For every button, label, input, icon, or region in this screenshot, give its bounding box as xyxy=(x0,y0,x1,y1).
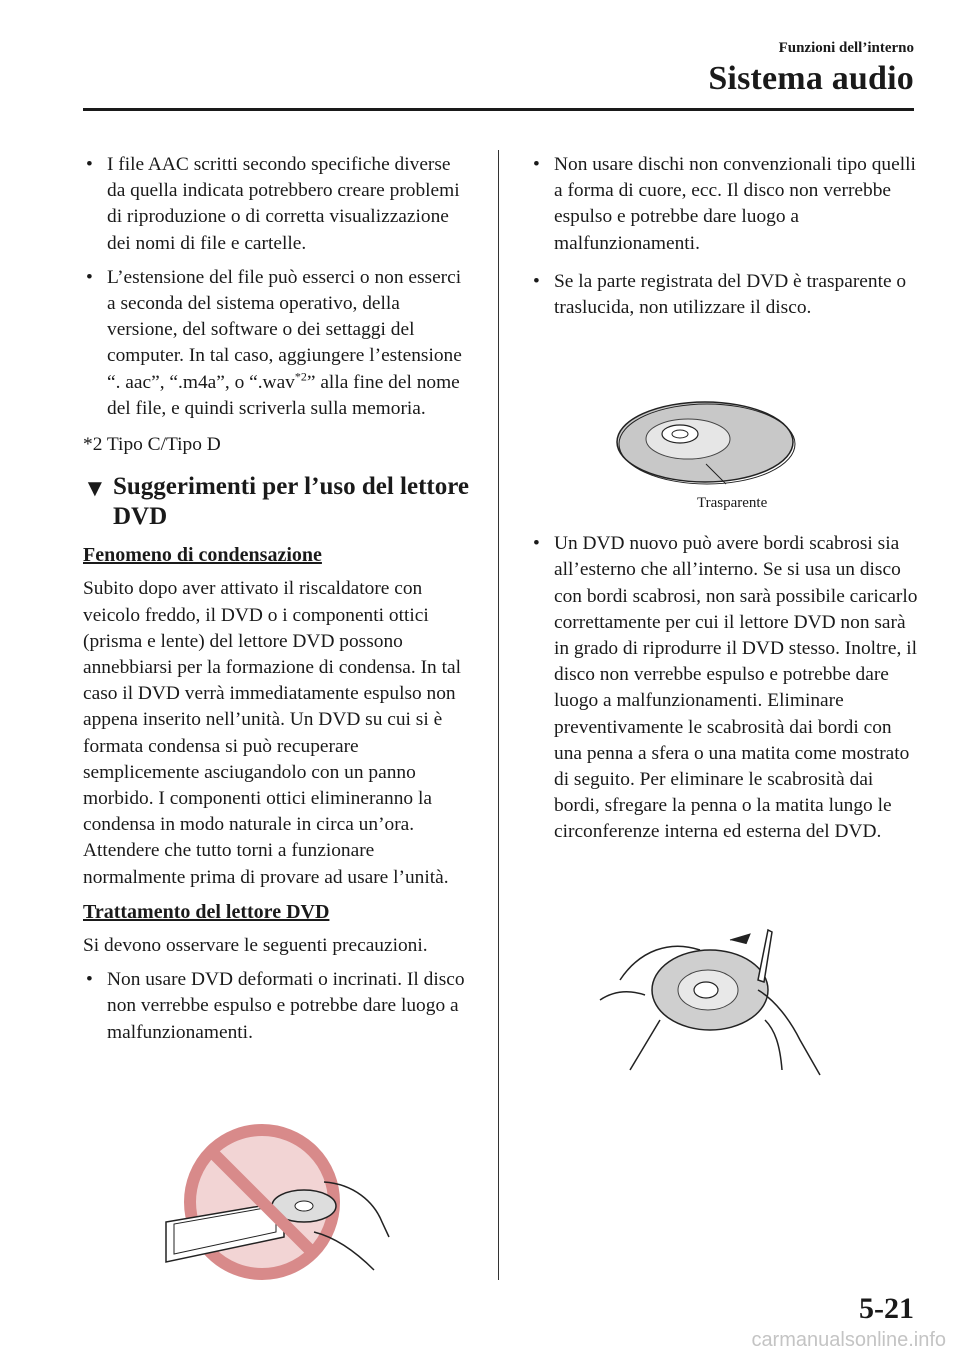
list-item xyxy=(530,531,920,845)
bullet-text-after: ” alla fine del nome del file, e quindi scriverla sulla memoria. xyxy=(107,371,460,419)
footnote: *2 Tipo C/Tipo D xyxy=(83,434,221,456)
header-rule xyxy=(83,108,914,111)
section-heading xyxy=(83,472,473,532)
header-title: Sistema audio xyxy=(708,60,914,97)
paragraph-condensation: Subito dopo aver attivato il riscaldatore con veicolo freddo, il DVD o i componenti ottici (prisma e lente) del lettore DVD possono annebbiarsi per la formazione di condensa. In tal caso il DVD verrà immediatamente espulso non appena inserito nell’unità. Un DVD su cui si è formata condensa si può recuperare semplicemente asciugandolo con un panno morbido. I componenti ottici elimineranno la condensa in modo naturale in circa un’ora. Attendere che tutto torni a funzionare normalmente prima di provare ad usare l’unità. xyxy=(83,578,461,888)
subheading-handling: Trattamento del lettore DVD xyxy=(83,900,330,923)
header-subtitle: Funzioni dell’interno xyxy=(778,40,914,56)
bullet-dot: • xyxy=(86,154,93,175)
pen-on-disc-icon xyxy=(590,920,830,1080)
bullet-dot: • xyxy=(86,266,93,288)
triangle-icon: ▼ xyxy=(83,476,107,503)
list-item xyxy=(83,967,473,1046)
section-heading-text: Suggerimenti per l’uso del lettore DVD xyxy=(113,473,469,531)
disc-label: Trasparente xyxy=(697,495,768,511)
bullet-text-before: L’estensione del file può esserci o non esserci a seconda del sistema operativo, della versione, del software o dei settaggi del computer. In tal caso, aggiungere l’estensione “. aac”, “.m4a”, o “.wav xyxy=(107,266,462,393)
bullet-dot: • xyxy=(533,154,540,175)
paragraph-precautions: Si devono osservare le seguenti precauzioni. xyxy=(83,935,428,957)
left-column xyxy=(83,152,473,1054)
bullet-text: Un DVD nuovo può avere bordi scabrosi sia all’esterno che all’interno. Se si usa un disco con bordi scabrosi, non sarà possibile caricarlo correttamente per cui il lettore DVD non sarà in grado di riprodurre il DVD stesso. Inoltre, il disco non verrebbe espulso e potrebbe dare luogo a malfunzionamenti. Eliminare preventivamente le scabrosità dai bordi con una penna a sfera o una matita come mostrato di seguito. Per eliminare le scabrosità dai bordi, sfregare la penna o la matita lungo le circonferenze interna ed esterna del DVD. xyxy=(554,533,918,843)
watermark: carmanualsonline.info xyxy=(751,1329,946,1351)
bullet-dot: • xyxy=(86,969,93,991)
bullet-dot: • xyxy=(533,270,540,292)
footnote-ref: *2 xyxy=(294,369,307,384)
prohibited-disc-icon xyxy=(154,1112,404,1282)
subheading-condensation: Fenomeno di condensazione xyxy=(83,544,322,567)
bullet-text: Non usare DVD deformati o incrinati. Il disco non verrebbe espulso e potrebbe dare luogo a malfunzionamenti. xyxy=(107,969,465,1043)
bullet-text: Se la parte registrata del DVD è trasparente o traslucida, non utilizzare il disco. xyxy=(554,270,907,319)
list-item xyxy=(530,269,920,321)
page-number: 5-21 xyxy=(859,1292,914,1325)
list-item xyxy=(83,265,473,422)
bullet-text: I file AAC scritti secondo specifiche diverse da quella indicata potrebbero creare problemi di riproduzione o di corretta visualizzazione dei nomi di file e cartelle. xyxy=(107,154,460,254)
bullet-text: Non usare dischi non convenzionali tipo quelli a forma di cuore, ecc. Il disco non verrebbe espulso e potrebbe dare luogo a malfunzionamenti. xyxy=(554,154,916,254)
bullet-dot: • xyxy=(533,533,540,555)
column-divider xyxy=(498,150,499,1280)
list-item xyxy=(530,152,920,257)
list-item xyxy=(83,152,473,257)
